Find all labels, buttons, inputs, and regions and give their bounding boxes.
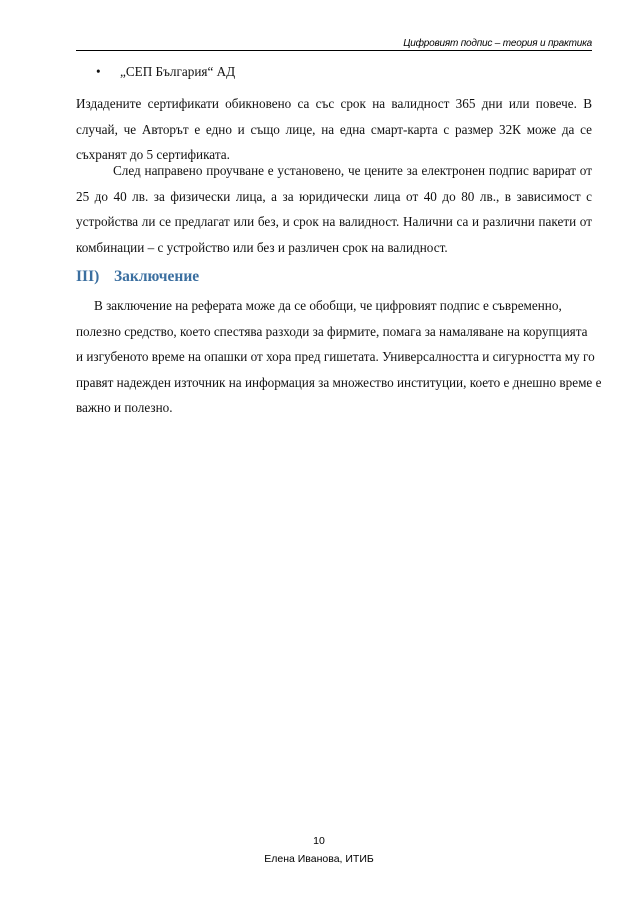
conclusion-line: важно и полезно. — [76, 400, 173, 415]
section-heading — [76, 268, 199, 286]
page-number: 10 — [313, 835, 325, 847]
paragraph-prices: След направено проучване е установено, че цените за електронен подпис варират от 25 до 40 лв. за физически лица, а за юридически лица от 40 до 80 лв., в зависимост с устройства ли се предлагат или без, и срок на валидност. Налични са и различни пакети от комбинации – с устройство или без и различен срок на валидност. — [76, 163, 592, 255]
conclusion-line: правят надежден източник на информация за множество институции, което е днешно време е — [76, 374, 602, 390]
conclusion-line: В заключение на реферата може да се обобщи, че цифровият подпис е съвременно, — [94, 298, 562, 313]
bullet-text: „СЕП България“ АД — [120, 64, 236, 79]
section-number: III) — [76, 268, 100, 285]
section-title: Заключение — [114, 268, 200, 285]
paragraph-certificates: Издадените сертификати обикновено са със срок на валидност 365 дни или повече. В случай, че Авторът е едно и също лице, на една смарт-карта с размер 32К може да се съхранят до 5 сертификата. — [76, 96, 592, 162]
paragraph-conclusion — [76, 293, 602, 421]
conclusion-line: полезно средство, което спестява разходи за фирмите, помага за намаляване на корупцията — [76, 323, 588, 339]
bullet-icon: • — [96, 64, 101, 79]
footer-author: Елена Иванова, ИТИБ — [264, 853, 374, 865]
conclusion-line: и изгубеното време на опашки от хора пред гишетата. Универсалността и сигурността му го — [76, 349, 595, 364]
running-header: Цифровият подпис – теория и практика — [76, 38, 592, 51]
